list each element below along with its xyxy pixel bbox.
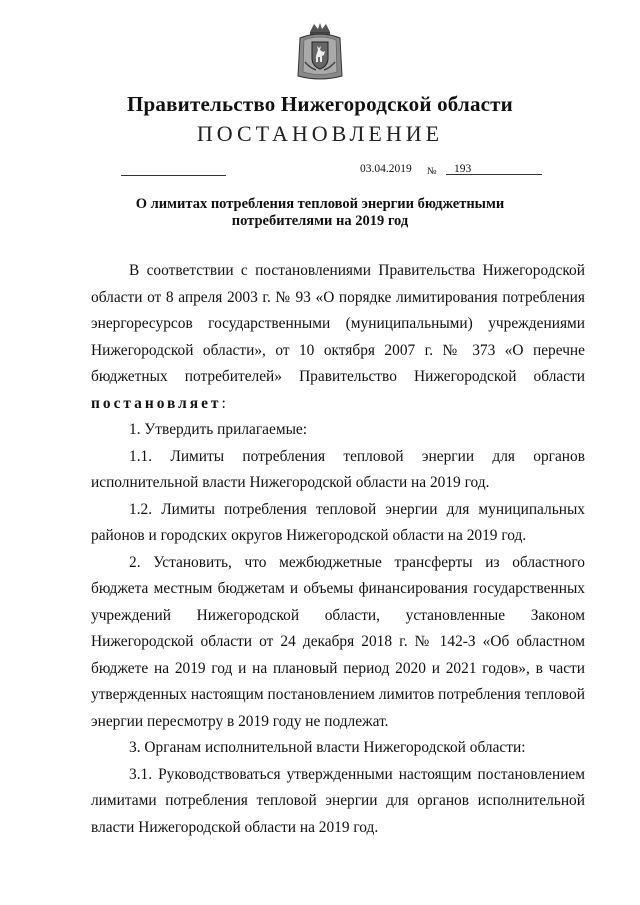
paragraph-3-1: 3.1. Руководствоваться утвержденными настоящим постановлением лимитами потребления тепловой энергии для органов исполнительной власти Нижегородской области на 2019 год. [91,765,585,836]
signature-line [121,175,226,176]
number-label: № [427,166,437,177]
paragraph-preamble [91,258,585,417]
paragraph-1-2: 1.2. Лимиты потребления тепловой энергии для муниципальных районов и городских округов Нижегородской области на 2019 год. [91,500,585,544]
preamble-colon: : [221,394,226,412]
paragraph-2: 2. Установить, что межбюджетные трансферты из областного бюджета местным бюджетам и объемы финансирования государственных учреждений Нижегородской области, установленные Законом Нижегородской области от 24 декабря 2018 г. № 142-З «Об областном бюджете на 2019 год и на плановый период 2020 и 2021 годов», в части утвержденных настоящим постановлением лимитов потребления тепловой энергии пересмотру в 2019 году не подлежат. [91,553,585,730]
coat-of-arms-icon [296,22,344,82]
paragraph-1: 1. Утвердить прилагаемые: [129,421,308,438]
document-title [100,196,540,230]
preamble-text: В соответствии с постановлениями Правительства Нижегородской области от 8 апреля 2003 г. № 93 «О порядке лимитирования потребления энергоресурсов государственными (муниципальными) учреждениями Нижегородской области», от 10 октября 2007 г. № 373 «О перечне бюджетных потребителей» Правительство Нижегородской области [91,262,585,385]
document-number: 193 [446,163,542,175]
government-name: Правительство Нижегородской области [127,92,513,116]
document-type: ПОСТАНОВЛЕНИЕ [196,121,444,146]
resolves-word: постановляет [91,394,222,412]
title-line-2: потребителями на 2019 год [231,213,409,229]
document-body [91,258,585,841]
paragraph-1-1: 1.1. Лимиты потребления тепловой энергии для органов исполнительной власти Нижегородской области на 2019 год. [91,447,585,491]
document-date: 03.04.2019 [360,163,412,175]
title-line-1: О лимитах потребления тепловой энергии бюджетными [135,196,505,212]
paragraph-3: 3. Органам исполнительной власти Нижегородской области: [129,739,526,756]
